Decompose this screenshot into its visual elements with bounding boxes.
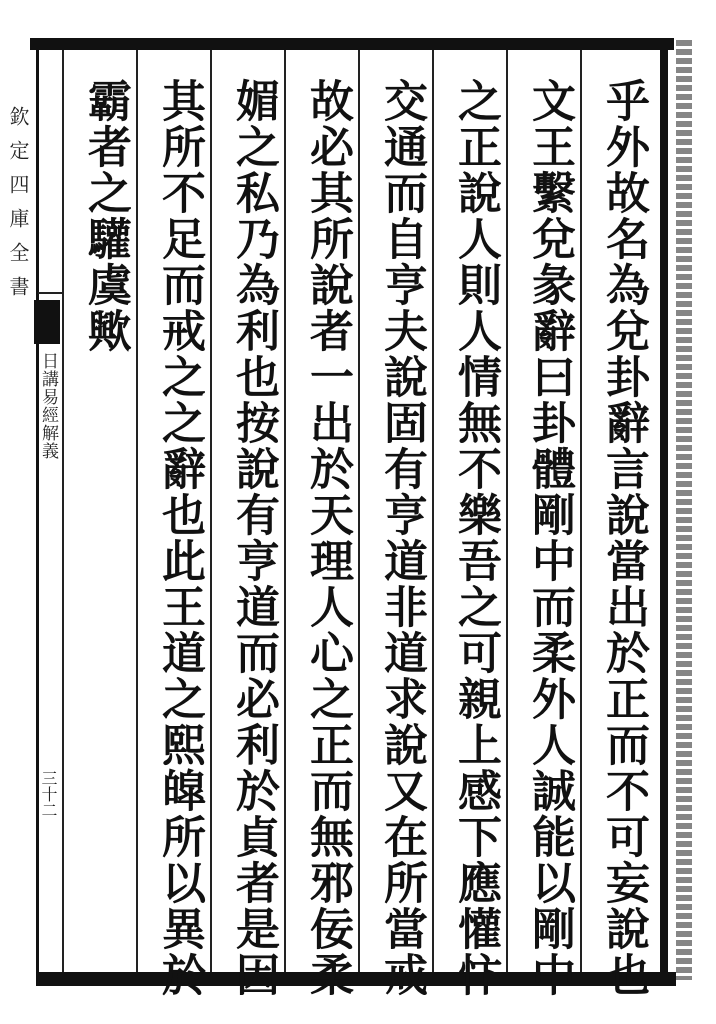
frame-right-edge-pattern	[676, 40, 692, 980]
text-column-4: 交通而自亨夫說固有亨道非道求說又在所當戒	[376, 78, 427, 998]
margin-fishtail-block	[34, 300, 60, 344]
frame-top-border	[30, 38, 674, 50]
column-rule	[62, 50, 64, 972]
margin-page-number: 三十二	[39, 770, 58, 818]
margin-chapter-title: 日講易經解義	[38, 352, 58, 460]
frame-right-border	[660, 40, 668, 980]
margin-divider	[38, 292, 62, 294]
frame-left-border	[36, 40, 39, 980]
text-column-5: 故必其所說者一出於天理人心之正而無邪佞柔	[302, 78, 353, 998]
text-column-8: 霸者之驩虞歟	[80, 78, 131, 354]
text-column-2: 文王繫兌彖辭曰卦體剛中而柔外人誠能以剛中	[524, 78, 575, 998]
text-column-3: 之正說人則人情無不樂吾之可親上感下應懽忭	[450, 78, 501, 998]
margin-book-title: 欽定四庫全書	[6, 106, 30, 310]
text-column-6: 媚之私乃為利也按說有亨道而必利於貞者是因	[228, 78, 279, 998]
text-column-1: 乎外故名為兌卦辭言說當出於正而不可妄說也	[598, 78, 649, 998]
text-column-7: 其所不足而戒之之辭也此王道之熙皡所以異於	[154, 78, 205, 998]
margin-strip	[0, 50, 36, 972]
